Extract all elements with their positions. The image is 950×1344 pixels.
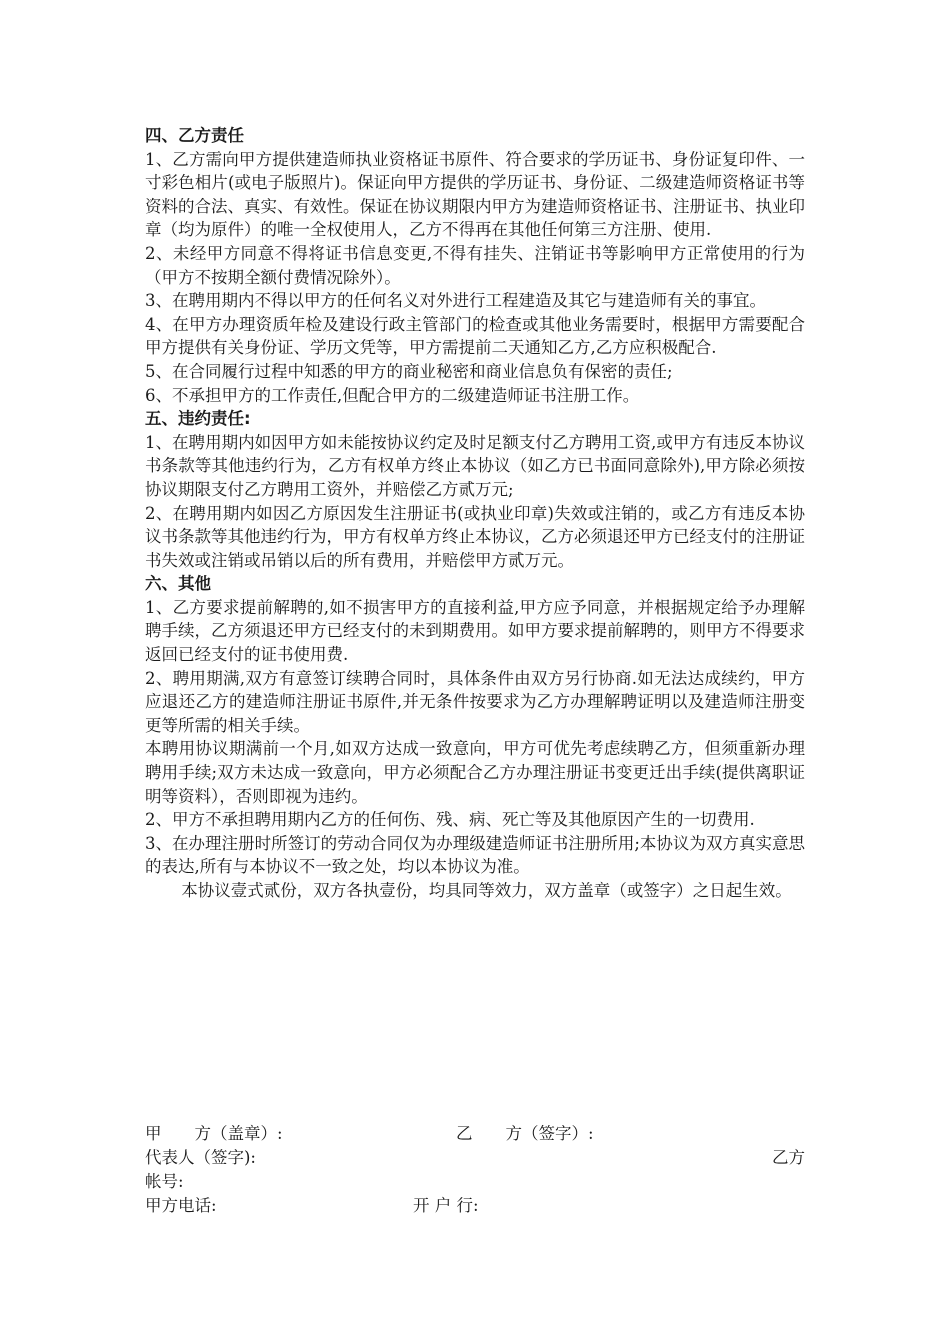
representative-label: 代表人（签字):: [145, 1148, 256, 1167]
clause: 4、在甲方办理资质年检及建设行政主管部门的检查或其他业务需要时，根据甲方需要配合甲方提供有关身份证、学历文凭等，甲方需提前二天通知乙方,乙方应积极配合.: [145, 314, 805, 358]
section-heading: 四、乙方责任: [145, 126, 244, 145]
closing-statement: 本协议壹式贰份，双方各执壹份，均具同等效力，双方盖章（或签字）之日起生效。: [181, 881, 792, 900]
clause: 3、在办理注册时所签订的劳动合同仅为办理级建造师证书注册所用;本协议为双方真实意思的表达,所有与本协议不一致之处，均以本协议为准。: [145, 833, 805, 877]
party-b-account-prefix: 乙方: [772, 1148, 805, 1167]
clause: 2、聘用期满,双方有意签订续聘合同时，具体条件由双方另行协商.如无法达成续约，甲方应退还乙方的建造师注册证书原件,并无条件按要求为乙方办理解聘证明以及建造师注册变更等所需的相关手续。: [145, 668, 805, 735]
account-label: 帐号:: [145, 1172, 184, 1191]
signature-row-account: [145, 1170, 805, 1194]
clause: 2、甲方不承担聘用期内乙方的任何伤、残、病、死亡等及其他原因产生的一切费用.: [145, 810, 755, 830]
signature-block: [145, 1122, 805, 1218]
contract-body: [145, 124, 805, 903]
clause: 本聘用协议期满前一个月,如双方达成一致意向，甲方可优先考虑续聘乙方，但须重新办理聘用手续;双方未达成一致意向，甲方必须配合乙方办理注册证书变更迁出手续(提供离职证明等资料），否则即视为违约。: [145, 739, 805, 806]
section-heading: 六、其他: [145, 574, 211, 594]
party-b-sign-label: 乙 方（签字）:: [456, 1124, 594, 1143]
party-a-seal-label: 甲 方（盖章）:: [145, 1124, 283, 1143]
clause: 1、乙方要求提前解聘的,如不损害甲方的直接利益,甲方应予同意，并根据规定给予办理解聘手续，乙方须退还甲方已经支付的未到期费用。如甲方要求提前解聘的，则甲方不得要求返回已经支付的证书使用费.: [145, 597, 805, 665]
clause: 6、不承担甲方的工作责任,但配合甲方的二级建造师证书注册工作。: [145, 385, 640, 405]
clause: 1、在聘用期内如因甲方如未能按协议约定及时足额支付乙方聘用工资,或甲方有违反本协议书条款等其他违约行为，乙方有权单方终止本协议（如乙方已书面同意除外),甲方除必须按协议期限支付乙方聘用工资外，并赔偿乙方贰万元;: [145, 432, 805, 499]
clause: 1、乙方需向甲方提供建造师执业资格证书原件、符合要求的学历证书、身份证复印件、一寸彩色相片(或电子版照片)。保证向甲方提供的学历证书、身份证、二级建造师资格证书等资料的合法、真实、有效性。保证在协议期限内甲方为建造师资格证书、注册证书、执业印章（均为原件）的唯一全权使用人，乙方不得再在其他任何第三方注册、使用.: [145, 149, 805, 240]
signature-row-contact: [145, 1194, 805, 1218]
bank-label: 开 户 行:: [413, 1196, 479, 1215]
section-6: [145, 572, 805, 879]
clause: 3、在聘用期内不得以甲方的任何名义对外进行工程建造及其它与建造师有关的事宜。: [145, 291, 766, 311]
party-a-phone-label: 甲方电话:: [145, 1196, 217, 1215]
clause: 2、未经甲方同意不得将证书信息变更,不得有挂失、注销证书等影响甲方正常使用的行为（甲方不按期全额付费情况除外）。: [145, 243, 805, 287]
section-4: [145, 124, 805, 407]
section-5: [145, 407, 805, 572]
clause: 5、在合同履行过程中知悉的甲方的商业秘密和商业信息负有保密的责任;: [145, 361, 673, 381]
signature-row-parties: [145, 1122, 805, 1146]
section-heading: 五、违约责任:: [145, 409, 251, 429]
signature-row-representative: [145, 1146, 805, 1170]
clause: 2、在聘用期内如因乙方原因发生注册证书(或执业印章)失效或注销的，或乙方有违反本协议书条款等其他违约行为，甲方有权单方终止本协议，乙方必须退还甲方已经支付的注册证书失效或注销或吊销以后的所有费用，并赔偿甲方贰万元。: [145, 503, 805, 570]
